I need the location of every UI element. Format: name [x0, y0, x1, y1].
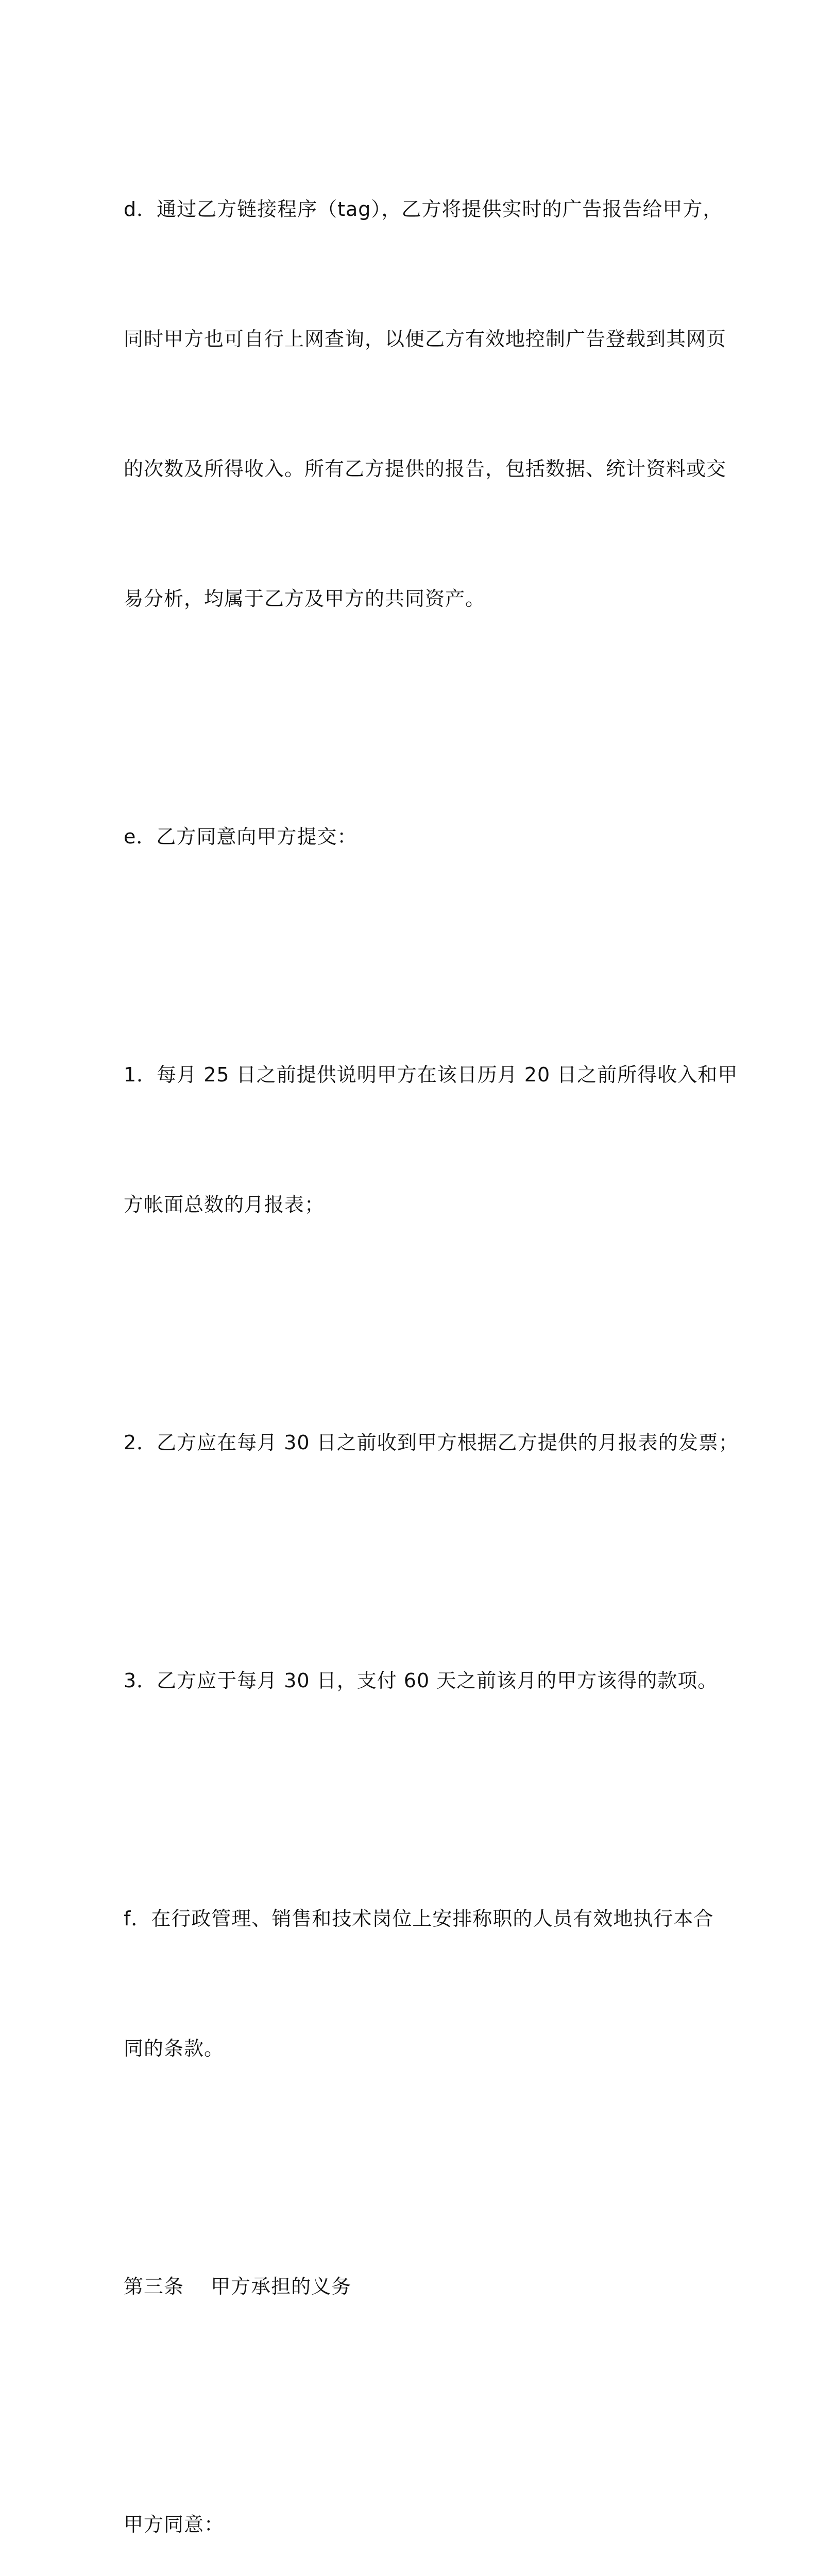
text-line: d．通过乙方链接程序（tag），乙方将提供实时的广告报告给甲方，	[124, 198, 723, 221]
text-line: f．在行政管理、销售和技术岗位上安排称职的人员有效地执行本合	[124, 1907, 714, 1930]
text-line: 甲方同意：	[124, 2513, 225, 2536]
clause-d-tag-report	[124, 101, 727, 707]
text-line: 同的条款。	[124, 2037, 225, 2060]
text-line: 2．乙方应在每月 30 日之前收到甲方根据乙方提供的月报表的发票；	[124, 1431, 739, 1454]
clause-f-staff	[124, 1810, 714, 2157]
text-line: e．乙方同意向甲方提交：	[124, 825, 358, 848]
text-line: 方帐面总数的月报表；	[124, 1193, 325, 1216]
text-line: 1．每月 25 日之前提供说明甲方在该日历月 20 日之前所得收入和甲	[124, 1063, 738, 1086]
list-item-3	[124, 1572, 718, 1789]
list-item-2	[124, 1334, 739, 1551]
clause-e-submit	[124, 728, 701, 945]
list-item-1	[124, 967, 738, 1313]
text-line: 第三条 甲方承担的义务	[124, 2275, 352, 2298]
text-line: 3．乙方应于每月 30 日，支付 60 天之前该月的甲方该得的款项。	[124, 1669, 718, 1692]
text-line: 易分析，均属于乙方及甲方的共同资产。	[124, 587, 486, 610]
article-3-heading	[124, 2178, 701, 2395]
document-body	[124, 101, 739, 2576]
text-line: 的次数及所得收入。所有乙方提供的报告，包括数据、统计资料或交	[124, 457, 727, 480]
text-line: 同时甲方也可自行上网查询，以便乙方有效地控制广告登载到其网页	[124, 328, 727, 350]
party-a-agrees	[124, 2416, 701, 2576]
